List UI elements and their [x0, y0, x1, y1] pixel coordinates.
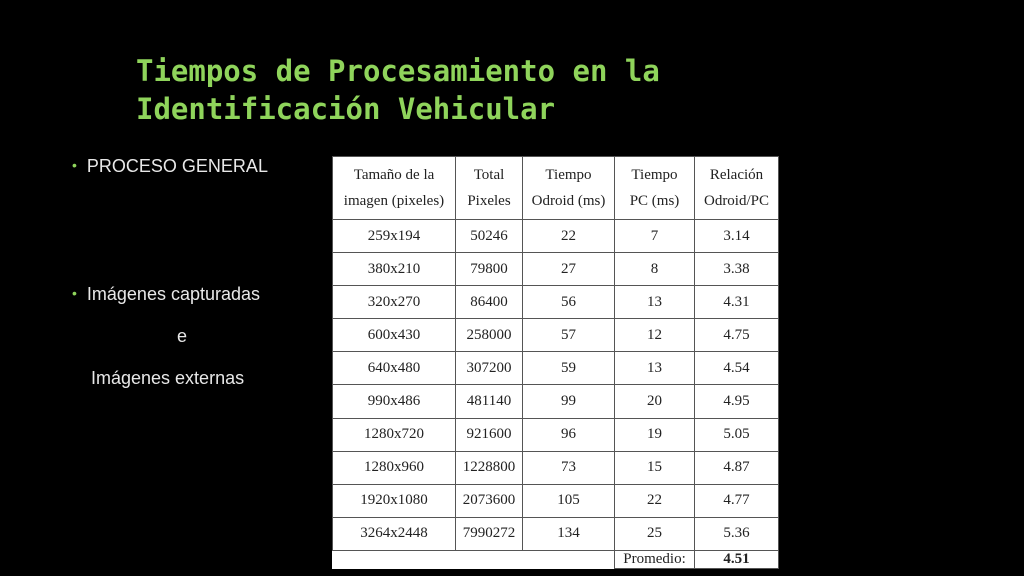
table-cell: 27 — [523, 253, 615, 286]
header-line: Relación — [709, 167, 764, 183]
table-cell: 15 — [615, 451, 695, 484]
slide-title-line-1: Tiempos de Procesamiento en la — [136, 54, 660, 88]
table-cell: 4.95 — [695, 385, 779, 418]
table-cell: 259x194 — [333, 220, 456, 253]
table-cell: 4.75 — [695, 319, 779, 352]
table-row — [333, 352, 779, 385]
table-row — [333, 385, 779, 418]
table-cell: 57 — [523, 319, 615, 352]
table-cell: 3.38 — [695, 253, 779, 286]
table-row — [333, 286, 779, 319]
header-line: Tiempo — [545, 167, 592, 183]
table-header-cell — [456, 157, 523, 220]
imagenes-externas-text: Imágenes externas — [91, 368, 245, 388]
table-header-cell — [333, 157, 456, 220]
timing-table-image — [332, 156, 778, 569]
table-cell: 5.36 — [695, 517, 779, 550]
slide-title-line-2: Identificación Vehicular — [136, 92, 556, 126]
table-row — [333, 220, 779, 253]
table-row — [333, 484, 779, 517]
table-cell: 19 — [615, 418, 695, 451]
table-cell: 1280x960 — [333, 451, 456, 484]
table-cell: 1280x720 — [333, 418, 456, 451]
header-line: Tiempo — [631, 167, 678, 183]
average-value: 4.51 — [695, 551, 779, 569]
header-line: Odroid (ms) — [531, 193, 606, 209]
table-cell: 86400 — [456, 286, 523, 319]
table-cell: 5.05 — [695, 418, 779, 451]
timing-table — [332, 156, 779, 569]
table-cell: 320x270 — [333, 286, 456, 319]
table-cell: 380x210 — [333, 253, 456, 286]
table-cell: 7 — [615, 220, 695, 253]
bullet-text: PROCESO GENERAL — [86, 156, 268, 176]
table-cell: 134 — [523, 517, 615, 550]
table-header-cell — [695, 157, 779, 220]
table-cell: 8 — [615, 253, 695, 286]
header-line: Tamaño de la — [353, 167, 435, 183]
table-cell: 56 — [523, 286, 615, 319]
bullet-dot-icon: • — [72, 157, 77, 173]
bullet-imagenes-capturadas — [72, 284, 260, 305]
table-cell: 20 — [615, 385, 695, 418]
table-row — [333, 319, 779, 352]
table-row — [333, 253, 779, 286]
header-line: imagen (pixeles) — [343, 193, 445, 209]
table-cell: 600x430 — [333, 319, 456, 352]
table-cell: 59 — [523, 352, 615, 385]
table-cell: 307200 — [456, 352, 523, 385]
bullet-dot-icon: • — [72, 285, 77, 301]
table-cell: 50246 — [456, 220, 523, 253]
table-blank-cell — [333, 551, 615, 569]
bullet-text: Imágenes capturadas — [86, 284, 261, 304]
table-cell: 7990272 — [456, 517, 523, 550]
table-cell: 3264x2448 — [333, 517, 456, 550]
bullet-proceso-general — [72, 156, 268, 177]
table-cell: 1920x1080 — [333, 484, 456, 517]
table-cell: 12 — [615, 319, 695, 352]
table-cell: 2073600 — [456, 484, 523, 517]
table-cell: 13 — [615, 286, 695, 319]
table-cell: 4.87 — [695, 451, 779, 484]
table-cell: 22 — [523, 220, 615, 253]
table-cell: 4.31 — [695, 286, 779, 319]
table-cell: 73 — [523, 451, 615, 484]
conjunction-text: e — [177, 326, 188, 346]
table-cell: 990x486 — [333, 385, 456, 418]
table-average-row — [333, 551, 779, 569]
table-cell: 13 — [615, 352, 695, 385]
table-cell: 481140 — [456, 385, 523, 418]
table-cell: 258000 — [456, 319, 523, 352]
table-header-row — [333, 157, 779, 220]
table-header-cell — [615, 157, 695, 220]
table-cell: 79800 — [456, 253, 523, 286]
table-cell: 99 — [523, 385, 615, 418]
table-cell: 4.77 — [695, 484, 779, 517]
header-line: Pixeles — [467, 193, 511, 209]
table-cell: 25 — [615, 517, 695, 550]
table-cell: 105 — [523, 484, 615, 517]
table-cell: 96 — [523, 418, 615, 451]
table-cell: 22 — [615, 484, 695, 517]
header-line: Total — [473, 167, 505, 183]
table-row — [333, 451, 779, 484]
table-cell: 640x480 — [333, 352, 456, 385]
average-label: Promedio: — [615, 551, 695, 569]
table-header-cell — [523, 157, 615, 220]
table-cell: 4.54 — [695, 352, 779, 385]
table-cell: 3.14 — [695, 220, 779, 253]
table-cell: 921600 — [456, 418, 523, 451]
header-line: PC (ms) — [629, 193, 680, 209]
table-cell: 1228800 — [456, 451, 523, 484]
header-line: Odroid/PC — [703, 193, 769, 209]
table-row — [333, 418, 779, 451]
slide-title — [136, 52, 936, 128]
table-row — [333, 517, 779, 550]
